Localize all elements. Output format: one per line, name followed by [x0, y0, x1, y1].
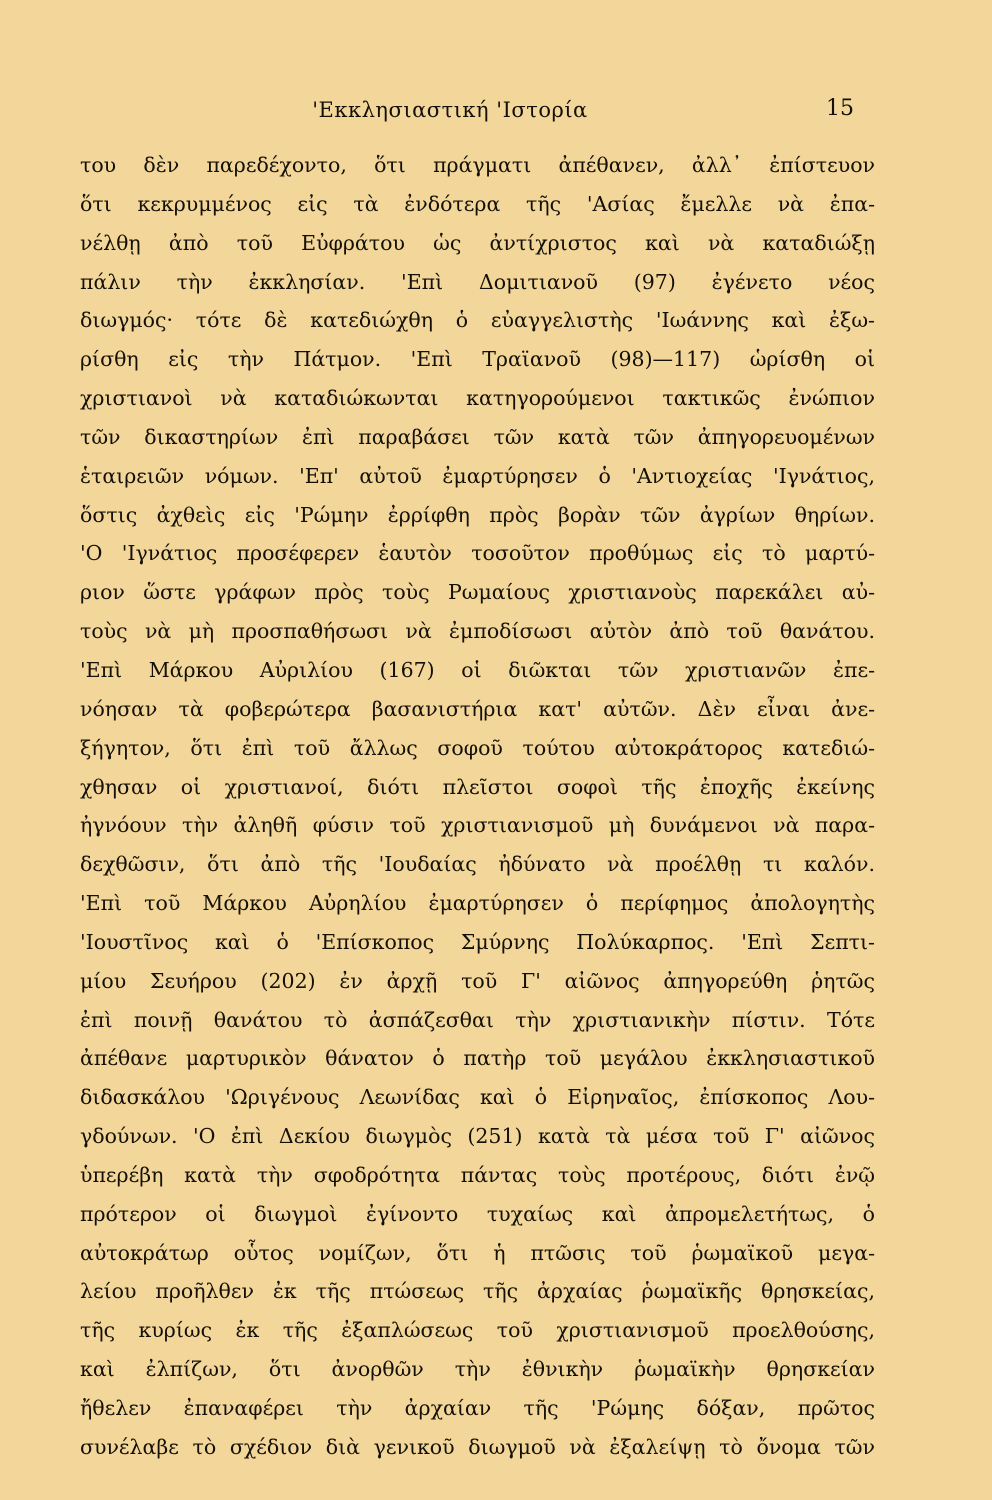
text-line: νέλθῃ ἀπὸ τοῦ Εὐφράτου ὡς ἀντίχριστος καὶ νὰ καταδιώξῃ — [80, 230, 875, 255]
text-line: τῆς κυρίως ἐκ τῆς ἐξαπλώσεως τοῦ χριστιανισμοῦ προελθούσης, — [80, 1318, 875, 1343]
text-line: 'Επὶ Μάρκου Αὐριλίου (167) οἱ διῶκται τῶν χριστιανῶν ἐπε- — [80, 657, 875, 682]
running-header-title: 'Εκκλησιαστική 'Ιστορία — [312, 98, 588, 122]
text-line: τῶν δικαστηρίων ἐπὶ παραβάσει τῶν κατὰ τῶν ἀπηγορευομένων — [80, 424, 875, 449]
text-line: ἐπὶ ποινῇ θανάτου τὸ ἀσπάζεσθαι τὴν χριστιανικὴν πίστιν. Τότε — [80, 1007, 875, 1032]
text-line: νόησαν τὰ φοβερώτερα βασανιστήρια κατ' αὐτῶν. Δὲν εἶναι ἀνε- — [80, 696, 875, 721]
text-line: καὶ ἐλπίζων, ὅτι ἀνορθῶν τὴν ἐθνικὴν ῥωμαϊκὴν θρησκείαν — [80, 1357, 875, 1382]
text-line: ρίσθη εἰς τὴν Πάτμον. 'Επὶ Τραϊανοῦ (98)—117) ὡρίσθη οἱ — [80, 347, 875, 372]
text-line: πάλιν τὴν ἐκκλησίαν. 'Επὶ Δομιτιανοῦ (97) ἐγένετο νέος — [80, 269, 875, 294]
text-line: λείου προῆλθεν ἐκ τῆς πτώσεως τῆς ἀρχαίας ῥωμαϊκῆς θρησκείας, — [80, 1279, 875, 1304]
text-line: ἑταιρειῶν νόμων. 'Επ' αὐτοῦ ἐμαρτύρησεν ὁ 'Αντιοχείας 'Ιγνάτιος, — [80, 463, 875, 488]
text-line: ὅστις ἀχθεὶς εἰς 'Ρώμην ἐρρίφθη πρὸς βορὰν τῶν ἀγρίων θηρίων. — [80, 502, 875, 527]
text-line: ριον ὥστε γράφων πρὸς τοὺς Ρωμαίους χριστιανοὺς παρεκάλει αὐ- — [80, 580, 875, 605]
text-line: τοὺς νὰ μὴ προσπαθήσωσι νὰ ἐμποδίσωσι αὐτὸν ἀπὸ τοῦ θανάτου. — [80, 619, 875, 644]
text-line: γδούνων. 'Ο ἐπὶ Δεκίου διωγμὸς (251) κατὰ τὰ μέσα τοῦ Γ' αἰῶνος — [80, 1124, 875, 1149]
text-line: αὐτοκράτωρ οὗτος νομίζων, ὅτι ἡ πτῶσις τοῦ ῥωμαϊκοῦ μεγα- — [80, 1240, 875, 1265]
text-line: διδασκάλου 'Ωριγένους Λεωνίδας καὶ ὁ Εἰρηναῖος, ἐπίσκοπος Λου- — [80, 1085, 875, 1110]
text-line: 'Ο 'Ιγνάτιος προσέφερεν ἑαυτὸν τοσοῦτον προθύμως εἰς τὸ μαρτύ- — [80, 541, 875, 566]
text-line: ὅτι κεκρυμμένος εἰς τὰ ἐνδότερα τῆς 'Ασίας ἔμελλε νὰ ἐπα- — [80, 191, 875, 216]
text-line: ἤθελεν ἐπαναφέρει τὴν ἀρχαίαν τῆς 'Ρώμης δόξαν, πρῶτος — [80, 1396, 875, 1420]
text-line: 'Ιουστῖνος καὶ ὁ 'Επίσκοπος Σμύρνης Πολύκαρπος. 'Επὶ Σεπτι- — [80, 929, 875, 954]
page-number: 15 — [826, 96, 854, 121]
text-line: ξήγητον, ὅτι ἐπὶ τοῦ ἄλλως σοφοῦ τούτου αὐτοκράτορος κατεδιώ- — [80, 735, 875, 760]
text-line: ἠγνόουν τὴν ἀληθῆ φύσιν τοῦ χριστιανισμοῦ μὴ δυνάμενοι νὰ παρα- — [80, 813, 875, 838]
text-line: ἀπέθανε μαρτυρικὸν θάνατον ὁ πατὴρ τοῦ μεγάλου ἐκκλησιαστικοῦ — [80, 1046, 875, 1071]
text-line: του δὲν παρεδέχοντο, ὅτι πράγματι ἀπέθανεν, ἀλλ᾽ ἐπίστευον — [80, 153, 875, 177]
text-line: μίου Σευήρου (202) ἐν ἀρχῇ τοῦ Γ' αἰῶνος ἀπηγορεύθη ῥητῶς — [80, 968, 875, 993]
body-text — [80, 146, 875, 1467]
text-line: 'Επὶ τοῦ Μάρκου Αὐρηλίου ἐμαρτύρησεν ὁ περίφημος ἀπολογητὴς — [80, 891, 875, 916]
text-line: δεχθῶσιν, ὅτι ἀπὸ τῆς 'Ιουδαίας ἠδύνατο νὰ προέλθῃ τι καλόν. — [80, 852, 875, 877]
text-line: ὑπερέβη κατὰ τὴν σφοδρότητα πάντας τοὺς προτέρους, διότι ἐνῷ — [80, 1162, 875, 1187]
text-line: χθησαν οἱ χριστιανοί, διότι πλεῖστοι σοφοὶ τῆς ἐποχῆς ἐκείνης — [80, 774, 875, 799]
text-line: χριστιανοὶ νὰ καταδιώκωνται κατηγορούμενοι τακτικῶς ἐνώπιον — [80, 386, 875, 411]
text-line: πρότερον οἱ διωγμοὶ ἐγίνοντο τυχαίως καὶ ἀπρομελετήτως, ὁ — [80, 1201, 875, 1226]
text-line: διωγμός· τότε δὲ κατεδιώχθη ὁ εὐαγγελιστὴς 'Ιωάννης καὶ ἐξω- — [80, 308, 875, 333]
text-line: συνέλαβε τὸ σχέδιον διὰ γενικοῦ διωγμοῦ νὰ ἐξαλείψῃ τὸ ὄνομα τῶν — [80, 1434, 875, 1459]
